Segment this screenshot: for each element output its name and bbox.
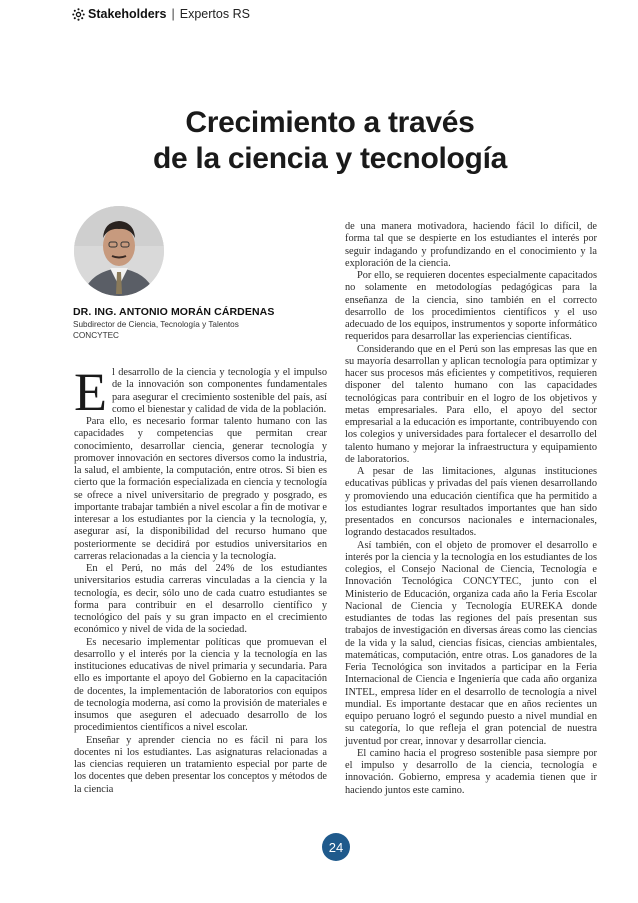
paragraph: Así también, con el objeto de promover el desarrollo e interés por la ciencia y la tecnología en los estudiantes de los colegios, el Consejo Nacional de Ciencia, Tecnología e Innovación Tecnológica CONCYTEC, junto con el Ministerio de Educación, organiza cada año la Feria Escolar Nacional de Ciencia y Tecnología EUREKA donde estudiantes de todas las regiones del país presentan sus trabajos de investigación en diversas áreas como las ciencias de la vida y la salud, ciencias físicas, ciencias ambientales, matemáticas, computación, entre otras. Los ganadores de la Feria Tecnológica son invitados a participar en la Feria Internacional de Ciencia e Ingeniería que cada año organiza INTEL, empresa líder en el desarrollo de tecnología a nivel mundial. Es importante destacar que en años recientes un equipo peruano logró el segundo puesto a nivel mundial en su categoría, lo que refleja el gran potencial de nuestra juventud por crear, innovar y desarrollar ciencia. <box>345 539 597 747</box>
paragraph: Para ello, es necesario formar talento humano con las capacidades y competencias que permitan crear conocimiento, desarrollar ciencia, generar tecnología y promover innovación en sectores diversos como la industria, la salud, el ambiente, la computación, entre otros. Si bien es cierto que la formación especializada en ciencia y tecnología se ofrece a nivel universitario de pregrado y posgrado, es importante trabajar también a nivel escolar a fin de motivar e interesar a los estudiantes por la ciencia y la tecnología, y, asegurar así, la disponibilidad del recurso humano que posteriormente se decidirá por estudios universitarios en carreras relacionadas a la ciencia y la tecnología. <box>74 416 327 562</box>
paragraph: Considerando que en el Perú son las empresas las que en su mayoría desarrollan y aplican tecnología para optimizar y hacer sus procesos más eficientes y competitivos, requieren disponer del talento humano con las capacidades tecnológicas para contribuir en el logro de los objetivos y metas empresariales. Para ello, el apoyo del sector empresarial a la educación es importante, contribuyendo con los colegios y universidades para fortalecer el desarrollo del talento humano y mejorar la infraestructura y equipamiento de laboratorios. <box>345 343 597 465</box>
body-column-right <box>345 221 597 797</box>
body-column-left <box>74 362 327 796</box>
paragraph: Enseñar y aprender ciencia no es fácil ni para los docentes ni los estudiantes. Las asignaturas relacionadas a las ciencias requieren un tratamiento especial por parte de los docentes que deben presentar los conceptos y métodos de la ciencia <box>74 734 327 795</box>
paragraph: El desarrollo de la ciencia y tecnología y el impulso de la innovación son componentes fundamentales para asegurar el crecimiento sostenible del país, así como el bienestar y calidad de vida de la población. <box>74 362 327 422</box>
paragraph: de una manera motivadora, haciendo fácil lo difícil, de forma tal que se despierte en los estudiantes el interés por seguir indagando y profundizando en el conocimiento y la exploración de la ciencia. <box>345 221 597 269</box>
page-header <box>72 5 250 23</box>
article-title <box>60 105 600 177</box>
title-line-2: de la ciencia y tecnología <box>152 142 507 175</box>
paragraph: Es necesario implementar políticas que promuevan el desarrollo y el interés por la ciencia y la tecnología en las instituciones educativas de nivel primaria y secundaria. Para ello es importante el apoyo del Gobierno en la capacitación de docentes, la implementación de laboratorios con equipos de tecnología moderna, así como la provisión de materiales e insumos que aseguren el adecuado desarrollo de los procedimientos científicos a nivel escolar. <box>74 636 327 734</box>
page-number: 24 <box>322 833 350 861</box>
author-photo <box>74 206 164 296</box>
title-line-1: Crecimiento a través <box>185 106 475 139</box>
author-role <box>73 320 239 341</box>
header-separator: | <box>171 7 175 21</box>
section-name: Expertos RS <box>179 7 250 21</box>
paragraph: Por ello, se requieren docentes especialmente capacitados no solamente en metodologías pedagógicas para la enseñanza de la ciencia, sino también en el correcto desarrollo de los procedimientos científicos y el uso adecuado de los equipos, instrumentos y soporte informático requeridos para desarrollar las experiencias científicas. <box>345 270 597 343</box>
paragraph: A pesar de las limitaciones, algunas instituciones educativas públicas y privadas del país vienen desarrollando y promoviendo una educación científica que ha permitido a los estudiantes lograr resultados importantes que han sido presentados en concursos nacionales e internacionales, logrando destacados resultados. <box>345 466 597 539</box>
author-role-title: Subdirector de Ciencia, Tecnología y Talentos <box>73 320 239 329</box>
paragraph: En el Perú, no más del 24% de los estudiantes universitarios estudia carreras vinculadas a la ciencia y la tecnología, es decir, sólo uno de cada cuatro estudiantes se forma para contribuir en el desarrollo científico y tecnológico del país y su gran impacto en el crecimiento económico y nivel de vida de la sociedad. <box>74 563 327 636</box>
drop-cap: E <box>74 362 107 422</box>
gear-icon <box>72 8 85 21</box>
author-organization: CONCYTEC <box>73 330 119 340</box>
paragraph: El camino hacia el progreso sostenible pasa siempre por el impulso y desarrollo de la ciencia, tecnología e innovación. Gobierno, empresa y academia tienen que ir haciendo juntos este camino. <box>345 747 597 796</box>
brand-name: Stakeholders <box>88 7 167 21</box>
author-name: DR. ING. ANTONIO MORÁN CÁRDENAS <box>73 306 275 318</box>
